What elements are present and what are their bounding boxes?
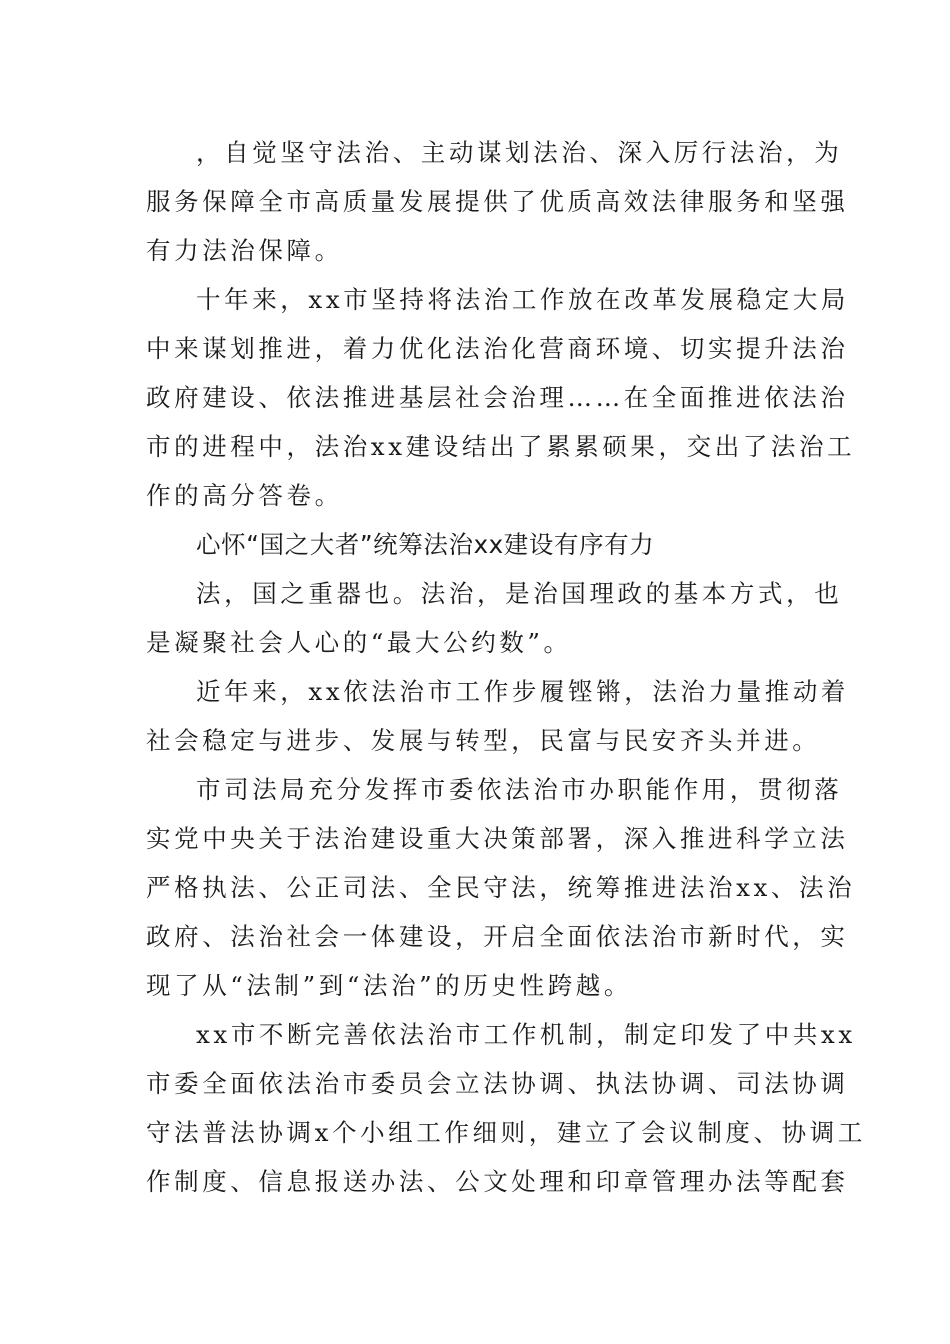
paragraph-line: 市的进程中，法治xx建设结出了累累硕果，交出了法治工 [146,432,856,461]
paragraph-line: xx市不断完善依法治市工作机制，制定印发了中共xx [196,1020,856,1049]
paragraph-line: 社会稳定与进步、发展与转型，民富与民安齐头并进。 [146,726,821,755]
paragraph-line: 是凝聚社会人心的“最大公约数”。 [146,628,572,657]
paragraph-2 [146,275,856,520]
section-heading [146,520,806,569]
paragraph-5 [146,765,856,1010]
paragraph-line: 作的高分答卷。 [146,481,343,510]
paragraph-3 [146,569,843,667]
paragraph-line: 法，国之重器也。法治，是治国理政的基本方式，也 [196,579,843,608]
paragraph-line: 现了从“法制”到“法治”的历史性跨越。 [146,971,632,1000]
paragraph-line: 作制度、信息报送办法、公文处理和印章管理办法等配套 [146,1167,849,1196]
paragraph-line: 市司法局充分发挥市委依法治市办职能作用，贯彻落 [196,775,843,804]
section-heading-text: 心怀“国之大者”统筹法治xx建设有序有力 [196,530,655,559]
paragraph-line: 服务保障全市高质量发展提供了优质高效法律服务和坚强 [146,187,849,216]
paragraph-line: 中来谋划推进，着力优化法治化营商环境、切实提升法治 [146,334,849,363]
paragraph-line: ，自觉坚守法治、主动谋划法治、深入厉行法治，为 [196,138,843,167]
paragraph-line: 政府、法治社会一体建设，开启全面依法治市新时代，实 [146,922,849,951]
paragraph-line: 实党中央关于法治建设重大决策部署，深入推进科学立法 [146,824,849,853]
paragraph-line: 有力法治保障。 [146,236,343,265]
paragraph-line: 严格执法、公正司法、全民守法，统筹推进法治xx、法治 [146,873,856,902]
paragraph-line: 近年来，xx依法治市工作步履铿锵，法治力量推动着 [196,677,850,706]
paragraph-line: 市委全面依法治市委员会立法协调、执法协调、司法协调 [146,1069,849,1098]
paragraph-line: 守法普法协调x个小组工作细则，建立了会议制度、协调工 [146,1118,866,1147]
paragraph-line: 政府建设、依法推进基层社会治理……在全面推进依法治 [146,383,849,412]
paragraph-line: 十年来，xx市坚持将法治工作放在改革发展稳定大局 [196,285,850,314]
paragraph-4 [146,667,850,765]
paragraph-6 [146,1010,866,1206]
paragraph-1 [146,128,849,275]
document-body [146,128,866,1206]
